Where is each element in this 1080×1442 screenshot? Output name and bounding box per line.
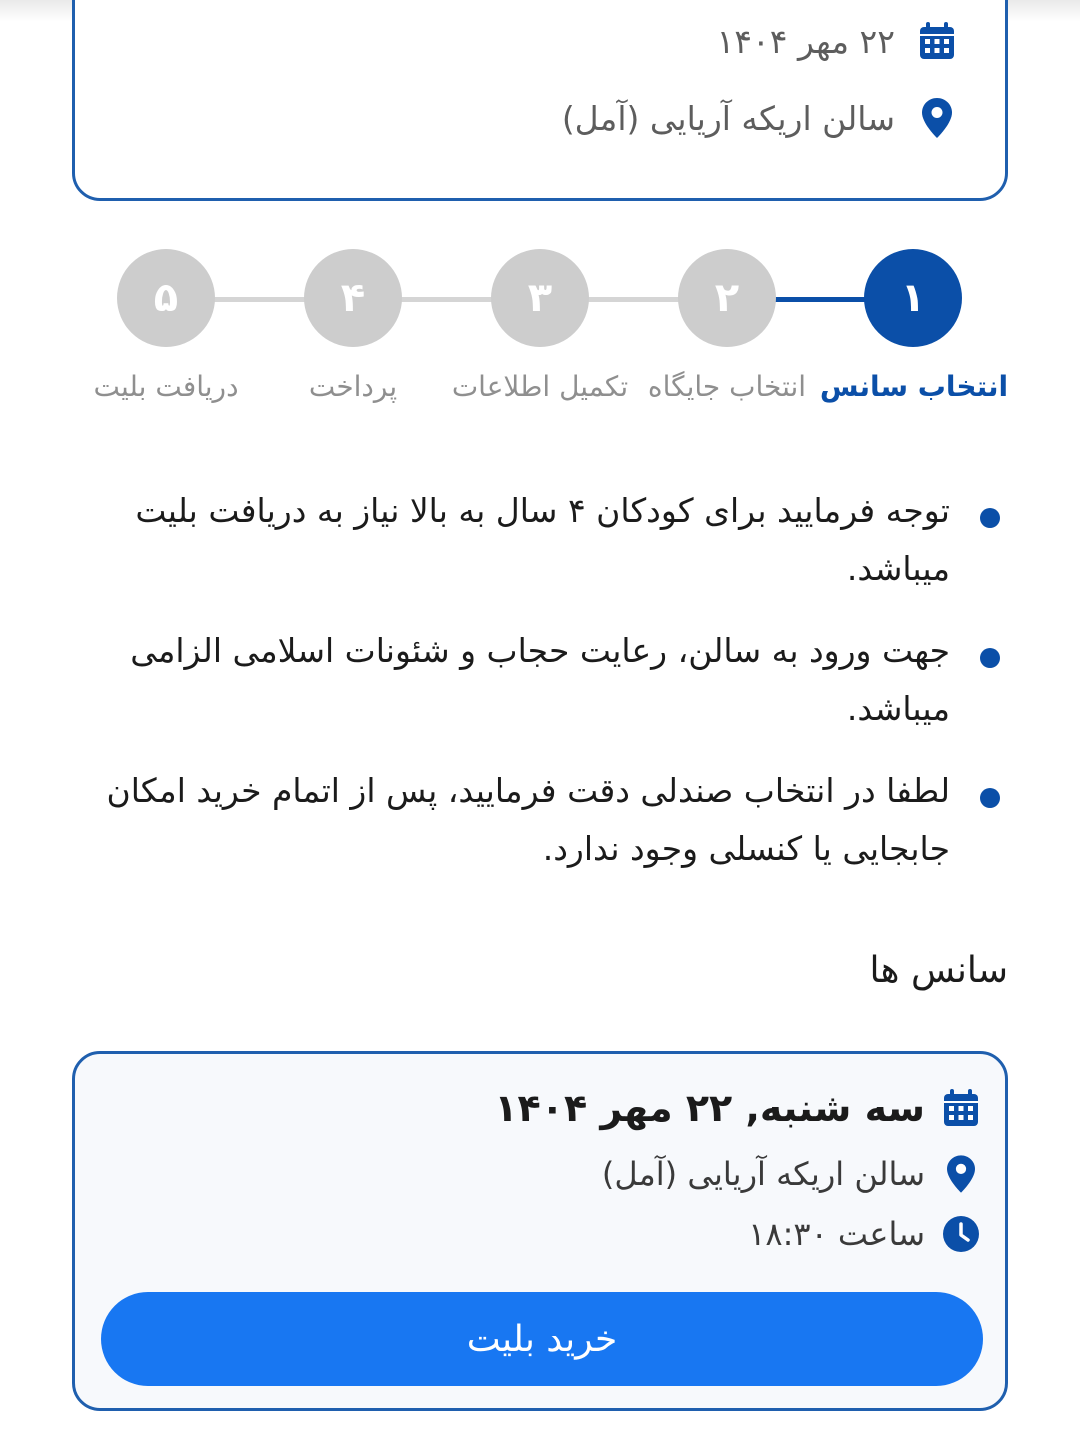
event-venue-row xyxy=(562,98,957,138)
session-venue: سالن اریکه آریایی (آمل) xyxy=(601,1155,925,1193)
buy-ticket-button[interactable]: خرید بلیت xyxy=(101,1292,983,1386)
event-venue: سالن اریکه آریایی (آمل) xyxy=(561,98,895,138)
step-2-circle xyxy=(678,249,776,347)
step-3-circle xyxy=(491,249,589,347)
step-4-circle xyxy=(304,249,402,347)
event-date: ۲۲ مهر ۱۴۰۴ xyxy=(716,21,895,61)
step-4-label: پرداخت xyxy=(308,370,398,403)
session-time-row xyxy=(748,1214,981,1254)
step-4-number: ۴ xyxy=(340,275,366,321)
session-date: سه شنبه, ۲۲ مهر ۱۴۰۴ xyxy=(494,1086,925,1130)
bullet-dot xyxy=(980,508,1000,528)
step-3-label: تکمیل اطلاعات xyxy=(451,370,629,403)
notes-list xyxy=(100,482,1000,902)
note-item xyxy=(100,762,1000,878)
session-venue-row xyxy=(602,1154,981,1194)
booking-stepper xyxy=(0,245,1080,425)
note-text: توجه فرمایید برای کودکان ۴ سال به بالا نیاز به دریافت بلیت میباشد. xyxy=(135,491,950,588)
note-item xyxy=(100,482,1000,598)
note-item xyxy=(100,622,1000,738)
clock-icon xyxy=(941,1214,981,1254)
step-5-label: دریافت بلیت xyxy=(93,370,239,403)
session-card xyxy=(72,1051,1008,1411)
session-time: ساعت ۱۸:۳۰ xyxy=(748,1215,925,1253)
location-pin-icon xyxy=(941,1154,981,1194)
calendar-icon xyxy=(941,1088,981,1128)
location-pin-icon xyxy=(917,98,957,138)
sessions-title: سانس ها xyxy=(869,950,1008,991)
step-3-number: ۳ xyxy=(527,275,553,321)
bullet-dot xyxy=(980,648,1000,668)
step-2-number: ۲ xyxy=(714,275,740,321)
step-2-label: انتخاب جایگاه xyxy=(647,370,807,403)
step-1-number: ۱ xyxy=(900,275,926,321)
bullet-dot xyxy=(980,788,1000,808)
step-1-label: انتخاب سانس xyxy=(819,370,1009,403)
step-5-number: ۵ xyxy=(153,275,179,321)
note-text: جهت ورود به سالن، رعایت حجاب و شئونات اسلامی الزامی میباشد. xyxy=(130,631,950,728)
calendar-icon xyxy=(917,21,957,61)
session-date-row xyxy=(494,1086,981,1130)
note-text: لطفا در انتخاب صندلی دقت فرمایید، پس از اتمام خرید امکان جابجایی یا کنسلی وجود ندارد. xyxy=(106,771,950,868)
event-summary-card xyxy=(72,0,1008,201)
step-5-circle xyxy=(117,249,215,347)
event-date-row xyxy=(717,21,957,61)
step-1-circle[interactable] xyxy=(864,249,962,347)
